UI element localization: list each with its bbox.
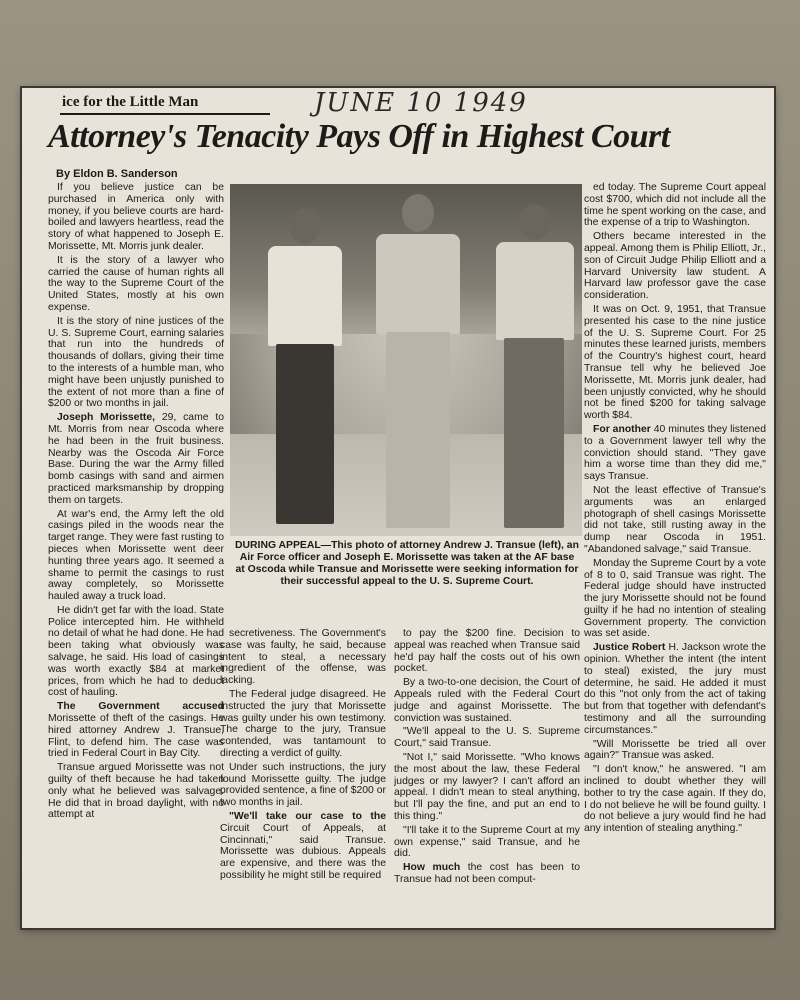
paragraph: Others became interested in the appeal. Among them is Philip Elliott, Jr., son of Circuit Judge Philip Elliott and a Harvard University law student. A Harvard law professor gave the case consideration. [584, 231, 766, 302]
subhead: The Government accused [57, 701, 224, 713]
paragraph [394, 862, 580, 886]
paragraph: He didn't get far with the load. State Police intercepted him. He withheld no detail of what he had done. He had been taking what obviously was salvage, he said. His load of casings was worth exactly $84 at market prices, from which he had to deduct cost of hauling. [48, 604, 224, 699]
column-1 [48, 182, 224, 926]
paragraph-text: H. Jackson wrote the opinion. Whether the intent (the intent to steal) existed, the jury must determine, he said. He added it must do this "not only from the act of taking but from that together with defendant's testimony and all the surrounding circumstances." [584, 642, 766, 736]
photo-figure-morissette [492, 204, 578, 534]
paragraph: Monday the Supreme Court by a vote of 8 to 0, said Transue was right. The Federal judge should have instructed the jury Morissette should not be found guilty if he had no intention of stealing Government property. The conviction was set aside. [584, 557, 766, 640]
paragraph: ed today. The Supreme Court appeal cost $700, which did not include all the time he spent working on the case, and the expense of a trip to Washington. [584, 182, 766, 229]
column-2 [220, 628, 386, 928]
column-3 [394, 628, 580, 928]
paragraph: "Not I," said Morissette. "Who knows the most about the law, these Federal judges or my lawyer? I can't afford an appeal. I didn't mean to steal anything, but I'll pay the fine, and put an end to this thing." [394, 751, 580, 822]
paragraph [584, 642, 766, 736]
paragraph-text: 29, came to Mt. Morris from near Oscoda where he had been in the fruit business. Nearby was the Oscoda Air Force Base. During the war the Army filled bomb casings with sand and airmen practiced marksmanship by dropping them on targets. [48, 412, 224, 506]
header-rule [60, 113, 270, 115]
paragraph: to pay the $200 fine. Decision to appeal was reached when Transue said he'd pay half the costs out of his own pocket. [394, 628, 580, 675]
column-4 [584, 182, 766, 926]
caption-lead: DURING APPEAL— [235, 540, 332, 551]
paragraph: "I don't know," he answered. "I am inclined to doubt whether they will bother to try the case again. If they do, I do not believe he will be found guilty. I do not believe a jury would find he had any intention of stealing anything." [584, 764, 766, 835]
paragraph: It is the story of nine justices of the U. S. Supreme Court, earning salaries that run into the hundreds of thousands of dollars, giving their time to the interests of a humble man, who might have been unjustly punished to the extent of not more than a fine of $200 or two months in jail. [48, 315, 224, 410]
newspaper-clipping [22, 88, 774, 928]
paragraph [220, 811, 386, 882]
paragraph: "We'll appeal to the U. S. Supreme Court," said Transue. [394, 726, 580, 750]
paragraph: Not the least effective of Transue's arguments was an enlarged photograph of shell casings Morissette did not take, still rusting away in the dump near Oscoda in 1951. "Abandoned salvage," said Transue. [584, 484, 766, 555]
paragraph-text: Circuit Court of Appeals, at Cincinnati," said Transue. Morissette was dubious. Appeals are expensive, and there was the possibility he might still be required [220, 822, 386, 881]
subhead: Justice Robert [593, 642, 666, 654]
paragraph-text: the cost has been to Transue had not been comput- [394, 862, 580, 885]
paragraph: By a two-to-one decision, the Court of Appeals ruled with the Federal Court judge and against Morissette. The conviction was sustained. [394, 677, 580, 724]
paragraph [48, 701, 224, 760]
paragraph: It is the story of a lawyer who carried the cause of human rights all the way to the Supreme Court of the United States, mostly at his own expense. [48, 254, 224, 313]
section-header: ice for the Little Man [62, 94, 199, 110]
paragraph-text: Morissette of theft of the casings. He hired attorney Andrew J. Transue, Flint, to defend him. The case was tried in Federal Court in Bay City. [48, 713, 224, 760]
paragraph: "I'll take it to the Supreme Court at my own expense," said Transue, and he did. [394, 824, 580, 860]
subhead: "We'll take our case to the [229, 810, 386, 822]
paragraph: At war's end, the Army left the old casings piled in the woods near the target range. They were fast rusting to pieces when Morissette went deer hunting three years ago. It seemed a shame to permit the casings to rust away completely, so Morissette hauled away a truck load. [48, 508, 224, 603]
caption-text: This photo of attorney Andrew J. Transue (left), an Air Force officer and Joseph E. Morissette was taken at the AF base at Oscoda while Transue and Morissette were seeking information for their successful appeal to the U. S. Supreme Court. [235, 540, 579, 587]
photo-figure-transue [260, 208, 350, 528]
photo-caption [234, 540, 580, 588]
paragraph: It was on Oct. 9, 1951, that Transue presented his case to the nine justice of the U. S. Supreme Court. For 25 minutes these learned jurists, members of the Country's highest court, heard Transue tell why he believed Joe Morissette, Mt. Morris junk dealer, had been unjustly convicted, why he should not be fined $200 for taking salvage worth $84. [584, 303, 766, 422]
subhead: How much [403, 862, 461, 874]
subhead: Joseph Morissette, [57, 412, 156, 424]
paragraph: The Federal judge disagreed. He instructed the jury that Morissette was guilty under his own testimony. The charge to the jury, Transue contended, was tantamount to directing a verdict of guilty. [220, 688, 386, 759]
handwritten-date: JUNE 10 1949 [314, 88, 528, 118]
paragraph [584, 424, 766, 483]
paragraph: Transue argued Morissette was not guilty of theft because he had taken only what he believed was salvage. He did that in broad daylight, with no attempt at [48, 762, 224, 821]
headline: Attorney's Tenacity Pays Off in Highest Court [48, 118, 670, 155]
paragraph: If you believe justice can be purchased in America only with money, if you believe courts are hard-boiled and lawyers heartless, read the story of what happened to Joseph E. Morissette, Mt. Morris junk dealer. [48, 182, 224, 252]
paragraph: secretiveness. The Government's case was faulty, he said, because intent to steal, a necessary ingredient of the offense, was lacking. [220, 628, 386, 687]
paragraph-text: 40 minutes they listened to a Government lawyer tell why the conviction should stand. "They gave him a worse time than they did me," says Transue. [584, 423, 766, 483]
paragraph: Under such instructions, the jury found Morissette guilty. The judge provided sentence, a fine of $200 or two months in jail. [220, 761, 386, 809]
photo-figure-officer [370, 194, 466, 534]
byline: By Eldon B. Sanderson [56, 168, 178, 180]
paragraph: "Will Morissette be tried all over again?" Transue was asked. [584, 738, 766, 762]
news-photo [230, 184, 582, 536]
paragraph [48, 412, 224, 506]
subhead: For another [593, 423, 651, 435]
